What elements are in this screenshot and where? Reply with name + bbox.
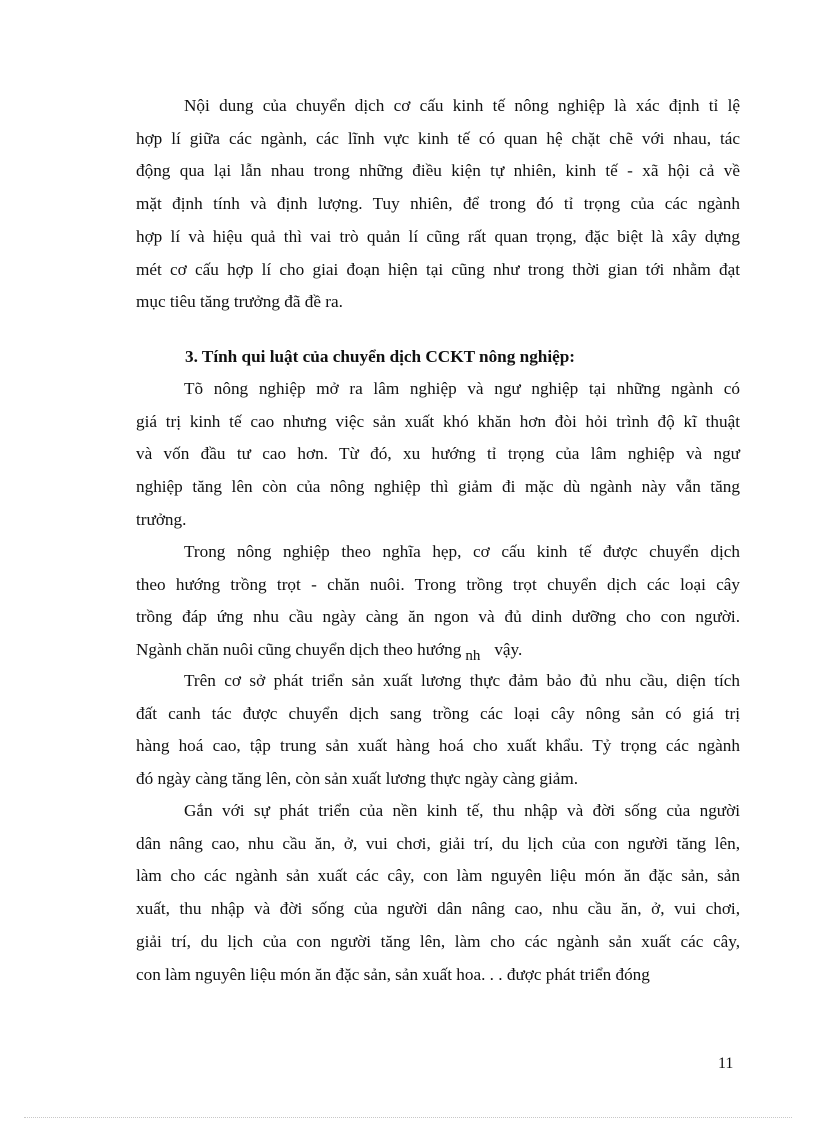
paragraph-crop-livestock bbox=[136, 536, 740, 668]
paragraph-line: động qua lại lẫn nhau trong những điều kiện tự nhiên, kinh tế - xã hội cả về bbox=[136, 161, 740, 181]
paragraph-content-of-transition bbox=[136, 90, 740, 319]
paragraph-line: Tõ nông nghiệp mở ra lâm nghiệp và ngư nghiệp tại những ngành có bbox=[184, 379, 740, 398]
paragraph-forestry-fishery bbox=[136, 373, 740, 537]
paragraph-line: mục tiêu tăng trưởng đã đề ra. bbox=[136, 292, 343, 312]
paragraph-line: hợp lí và hiệu quả thì vai trò quản lí cũng rất quan trọng, đặc biệt là xây dựng bbox=[136, 226, 740, 246]
paragraph-line: giá trị kinh tế cao nhưng việc sản xuất khó khăn hơn đòi hỏi trình độ kĩ thuật bbox=[136, 411, 740, 431]
paragraph-line: hợp lí giữa các ngành, các lĩnh vực kinh tế có quan hệ chặt chẽ với nhau, tác bbox=[136, 128, 740, 148]
paragraph-line: trồng đáp ứng nhu cầu ngày càng ăn ngon và đủ dinh dưỡng cho con người. bbox=[136, 607, 740, 627]
paragraph-line: và vốn đầu tư cao hơn. Từ đó, xu hướng tỉ trọng của lâm nghiệp và ngư bbox=[136, 444, 740, 464]
paragraph-commodity-crops bbox=[136, 665, 740, 796]
paragraph-line: đất canh tác được chuyển dịch sang trồng các loại cây nông sản có giá trị bbox=[136, 703, 740, 723]
paragraph-line: đó ngày càng tăng lên, còn sản xuất lương thực ngày càng giảm. bbox=[136, 769, 579, 789]
paragraph-line: con làm nguyên liệu món ăn đặc sản, sản xuất hoa. . . được phát triển đóng bbox=[136, 964, 650, 984]
line-text: Ngành chăn nuôi cũng chuyển dịch theo hướng bbox=[136, 640, 462, 660]
line-text: vậy. bbox=[494, 640, 523, 660]
paragraph-line: Nội dung của chuyển dịch cơ cấu kinh tế nông nghiệp là xác định tỉ lệ bbox=[184, 96, 740, 115]
page-number: 11 bbox=[718, 1055, 734, 1072]
paragraph-line bbox=[136, 634, 740, 668]
paragraph-line: xuất, thu nhập và đời sống của người dân nâng cao, nhu cầu ăn, ở, vui chơi, bbox=[136, 899, 740, 919]
paragraph-line: trưởng. bbox=[136, 509, 187, 529]
section-heading: 3. Tính qui luật của chuyển dịch CCKT nông nghiệp: bbox=[185, 347, 576, 366]
paragraph-line: theo hướng trồng trọt - chăn nuôi. Trong trồng trọt chuyển dịch các loại cây bbox=[136, 574, 740, 594]
paragraph-line: hàng hoá cao, tập trung sản xuất hàng hoá cho xuất khẩu. Tỷ trọng các ngành bbox=[136, 736, 740, 756]
paragraph-line: giải trí, du lịch của con người tăng lên, làm cho các ngành sản xuất các cây, bbox=[136, 931, 740, 951]
paragraph-line: mặt định tính và định lượng. Tuy nhiên, để trong đó tỉ trọng của các ngành bbox=[136, 194, 740, 214]
paragraph-line: Trên cơ sở phát triển sản xuất lương thực đảm bảo đủ nhu cầu, diện tích bbox=[184, 671, 740, 690]
paragraph-line: nghiệp tăng lên còn của nông nghiệp thì giảm đi mặc dù ngành này vẫn tăng bbox=[136, 477, 740, 497]
paragraph-line: dân nâng cao, nhu cầu ăn, ở, vui chơi, giải trí, du lịch của con người tăng lên, bbox=[136, 833, 740, 853]
paragraph-line: Gắn với sự phát triển của nền kinh tế, thu nhập và đời sống của người bbox=[184, 801, 740, 820]
line-fragment: nh bbox=[465, 648, 481, 665]
paragraph-economic-development bbox=[136, 795, 740, 991]
paragraph-line: Trong nông nghiệp theo nghĩa hẹp, cơ cấu kinh tế được chuyển dịch bbox=[184, 542, 740, 561]
page-bottom-divider bbox=[24, 1117, 792, 1118]
paragraph-line: mét cơ cấu hợp lí cho giai đoạn hiện tại cũng như trong thời gian tới nhằm đạt bbox=[136, 259, 740, 279]
paragraph-line: làm cho các ngành sản xuất các cây, con làm nguyên liệu món ăn đặc sản, sản bbox=[136, 866, 740, 886]
